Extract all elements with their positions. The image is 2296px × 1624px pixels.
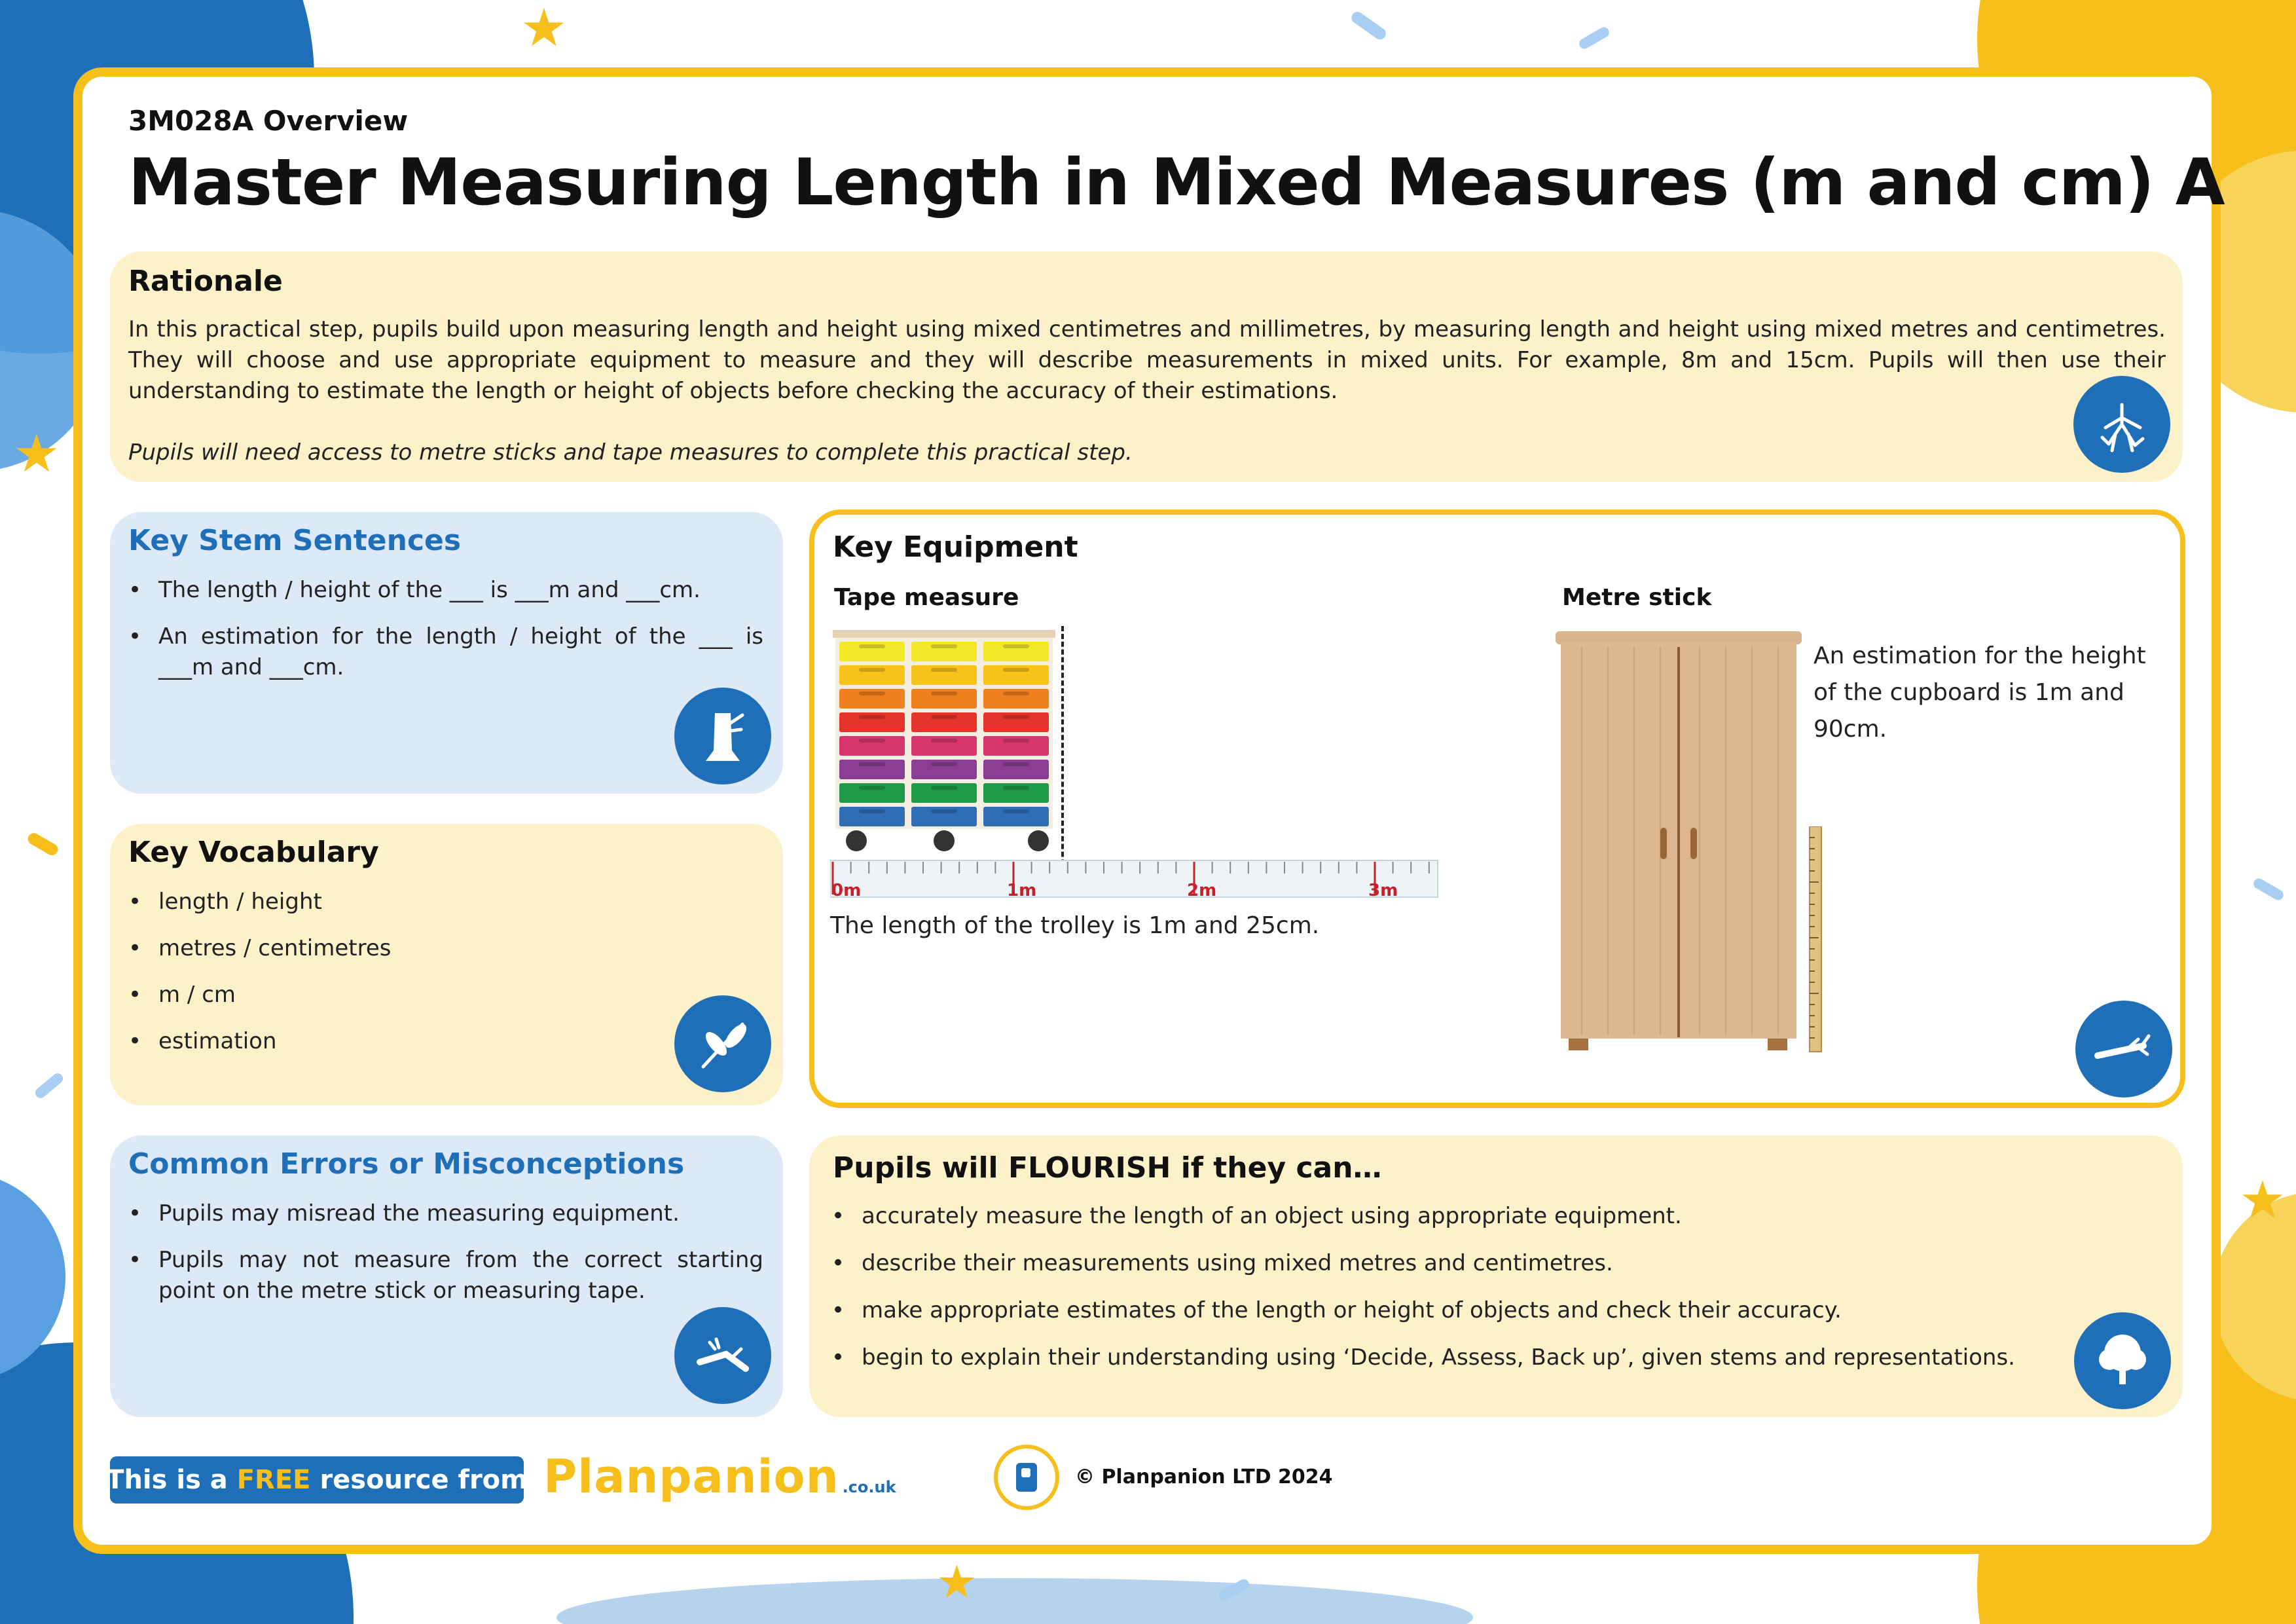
tray-handle	[1003, 715, 1029, 719]
svg-text:★: ★	[520, 0, 568, 58]
list-item: • The length / height of the ___ is ___m and ___cm.	[128, 575, 763, 606]
tray-handle	[1003, 809, 1029, 813]
list-item: • Pupils may misread the measuring equipment.	[128, 1198, 763, 1229]
list-item: • make appropriate estimates of the length or height of objects and check their accuracy.	[831, 1295, 2075, 1326]
branch-icon	[2075, 1001, 2172, 1098]
stem-sentences-list	[128, 575, 763, 699]
list-item: • An estimation for the length / height of the ___ is ___m and ___cm.	[128, 621, 763, 683]
tray-handle	[931, 762, 957, 766]
tray-handle	[931, 692, 957, 695]
logo-suffix: .co.uk	[842, 1478, 896, 1496]
logo-text: Planpanion	[543, 1450, 839, 1504]
tray-handle	[1003, 644, 1029, 648]
stem-sentences-panel	[110, 512, 783, 794]
list-item: • accurately measure the length of an object using appropriate equipment.	[831, 1201, 2075, 1232]
broken-branch-icon	[674, 1307, 771, 1404]
trolley-end-marker	[1061, 626, 1064, 888]
free-resource-banner[interactable]	[106, 1456, 528, 1504]
tray-handle	[931, 644, 957, 648]
flourish-list	[831, 1201, 2075, 1390]
trolley-illustration	[830, 627, 1066, 854]
errors-panel	[110, 1135, 783, 1417]
tray-handle	[859, 692, 885, 695]
trolley-caption: The length of the trolley is 1m and 25cm.	[830, 912, 1320, 939]
metre-stick-illustration	[1808, 826, 1824, 1053]
tray-handle	[859, 668, 885, 672]
errors-heading: Common Errors or Misconceptions	[128, 1147, 685, 1181]
full-tree-icon	[2074, 1312, 2171, 1409]
tray-handle	[931, 668, 957, 672]
rationale-note: Pupils will need access to metre sticks and tape measures to complete this practical step.	[128, 439, 1133, 466]
flourish-heading: Pupils will FLOURISH if they can…	[833, 1151, 1382, 1185]
tray-handle	[859, 715, 885, 719]
tray-handle	[859, 739, 885, 743]
tray-handle	[859, 786, 885, 790]
vocabulary-list	[128, 887, 718, 1073]
free-suffix: resource from	[310, 1465, 528, 1495]
leaves-icon	[674, 995, 771, 1092]
page-title: Master Measuring Length in Mixed Measures (m and cm) A	[128, 145, 2225, 220]
tray-handle	[931, 809, 957, 813]
tray-handle	[859, 644, 885, 648]
svg-text:★: ★	[936, 1555, 977, 1609]
copyright: © Planpanion LTD 2024	[1075, 1466, 1333, 1488]
cupboard-illustration	[1556, 631, 1811, 1057]
free-prefix: This is a	[106, 1465, 237, 1495]
tray-handle	[859, 762, 885, 766]
vocabulary-panel	[110, 824, 783, 1105]
errors-list	[128, 1198, 763, 1322]
list-item: • Pupils may not measure from the correct starting point on the metre stick or measuring tape.	[128, 1245, 763, 1306]
tape-mark-2m: 2m	[1187, 881, 1217, 900]
list-item: • begin to explain their understanding using ‘Decide, Assess, Back up’, given stems and representations.	[831, 1342, 2075, 1373]
metre-stick-label: Metre stick	[1562, 584, 1712, 611]
rationale-paragraph: In this practical step, pupils build upon measuring length and height using mixed centimetres and millimetres, by measuring length and height using mixed metres and centimetres. They will choose and use appropriate equipment to measure and they will describe measurements in mixed units. For example, 8m and 15cm. Pupils will then use their understanding to estimate the length or height of objects before checking the accuracy of their estimations.	[128, 316, 2166, 404]
tray-handle	[859, 809, 885, 813]
tape-measure-illustration	[830, 858, 1439, 900]
equipment-panel	[809, 509, 2185, 1108]
svg-text:★: ★	[2239, 1170, 2286, 1230]
flourish-panel	[809, 1135, 2183, 1417]
tray-handle	[931, 739, 957, 743]
tape-mark-3m: 3m	[1368, 881, 1398, 900]
rationale-heading: Rationale	[128, 265, 283, 298]
svg-text:★: ★	[13, 423, 60, 484]
tray-handle	[1003, 739, 1029, 743]
planpanion-logo-icon	[994, 1445, 1059, 1510]
tree-trunk-icon	[674, 688, 771, 784]
tape-mark-1m: 1m	[1007, 881, 1037, 900]
tray-handle	[931, 786, 957, 790]
rationale-panel	[110, 251, 2183, 482]
list-item: • describe their measurements using mixed metres and centimetres.	[831, 1248, 2075, 1279]
tape-mark-0m: 0m	[831, 881, 862, 900]
cupboard-caption: An estimation for the height of the cupboard is 1m and 90cm.	[1813, 642, 2146, 743]
tray-handle	[1003, 786, 1029, 790]
free-highlight: FREE	[236, 1465, 311, 1495]
vocabulary-heading: Key Vocabulary	[128, 836, 379, 869]
tray-handle	[931, 715, 957, 719]
planpanion-logo[interactable]	[543, 1450, 896, 1504]
list-item: • m / cm	[128, 980, 718, 1010]
roots-icon	[2073, 376, 2170, 473]
stem-sentences-heading: Key Stem Sentences	[128, 524, 462, 557]
equipment-heading: Key Equipment	[833, 530, 1078, 564]
list-item: • metres / centimetres	[128, 933, 718, 964]
tray-handle	[1003, 762, 1029, 766]
tray-handle	[1003, 692, 1029, 695]
list-item: • estimation	[128, 1026, 718, 1057]
tape-measure-label: Tape measure	[834, 584, 1019, 611]
lesson-code: 3M028A Overview	[128, 105, 409, 137]
tray-handle	[1003, 668, 1029, 672]
list-item: • length / height	[128, 887, 718, 917]
